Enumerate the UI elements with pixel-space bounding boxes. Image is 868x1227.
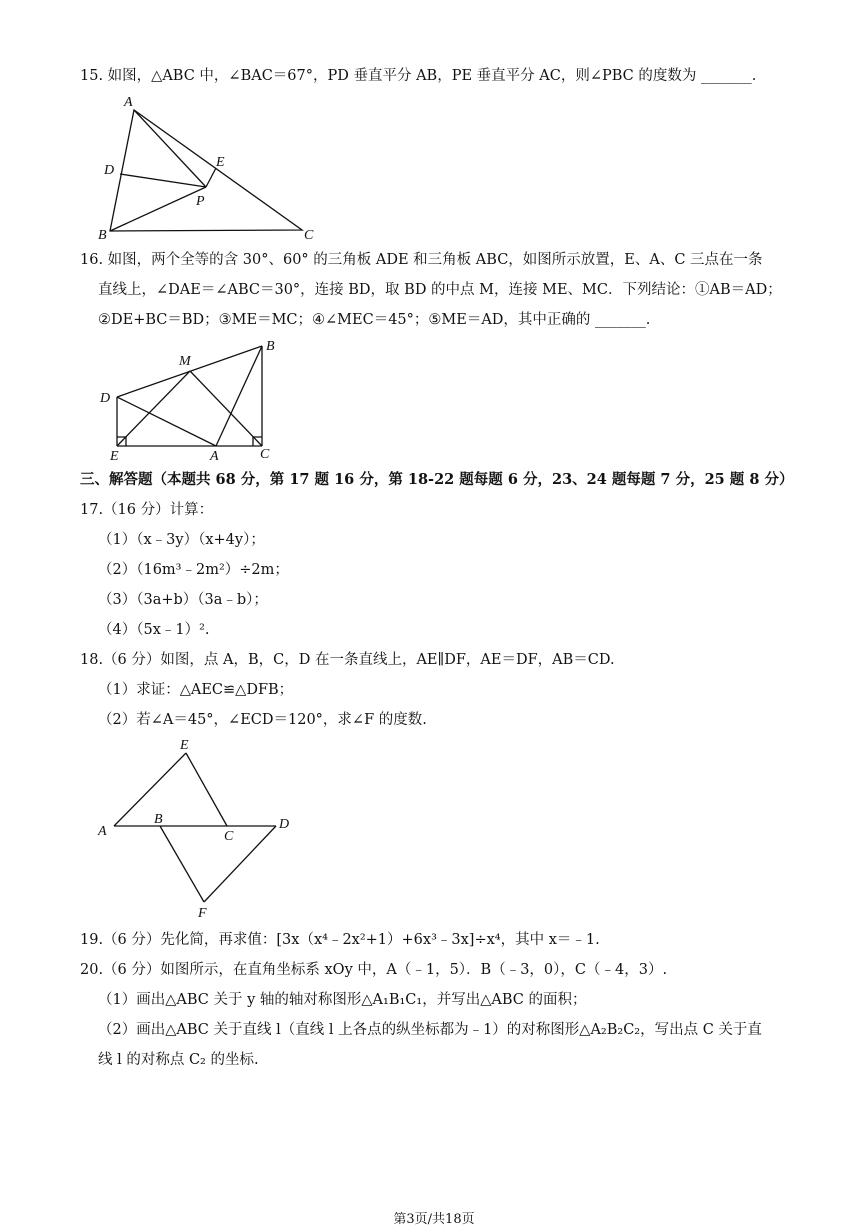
q17-part-2: （2）（16m³﹣2m²）÷2m； — [98, 562, 289, 578]
q15-line-1: 15. 如图，△ABC 中，∠BAC＝67°，PD 垂直平分 AB，PE 垂直平分 AC，则∠PBC 的度数为 _______. — [80, 68, 757, 84]
q17-part-1: （1）（x﹣3y）（x+4y）； — [98, 532, 265, 548]
figure-16-set-squares — [96, 336, 296, 464]
label-m: M — [179, 354, 191, 369]
q20-stem: 20.（6 分）如图所示，在直角坐标系 xOy 中，A（﹣1，5）．B（﹣3，0），C（﹣4，3）. — [80, 962, 668, 978]
label-d: D — [279, 817, 290, 832]
figure-15-triangle — [96, 92, 328, 242]
label-e: E — [216, 155, 225, 170]
segment-me — [117, 371, 190, 446]
label-c: C — [224, 829, 234, 844]
label-c: C — [304, 228, 314, 242]
segment-pd — [120, 174, 206, 187]
q18-part-2: （2）若∠A＝45°，∠ECD＝120°，求∠F 的度数. — [98, 712, 427, 728]
label-a: A — [98, 824, 107, 839]
q17-part-3: （3）（3a+b）（3a﹣b）； — [98, 592, 268, 608]
segment-ec — [186, 753, 227, 826]
label-p: P — [196, 194, 205, 209]
q20-part-2b: 线 l 的对称点 C₂ 的坐标. — [98, 1052, 259, 1068]
page-number: 第3页/共18页 — [393, 1212, 475, 1227]
segment-fb — [160, 826, 204, 902]
q19-stem: 19.（6 分）先化简，再求值：[3x（x⁴﹣2x²+1）+6x³﹣3x]÷x⁴，其中 x＝﹣1. — [80, 932, 600, 948]
label-a: A — [124, 95, 133, 110]
q18-part-1: （1）求证：△AEC≌△DFB； — [98, 682, 294, 698]
q16-line-1: 16. 如图，两个全等的含 30°、60° 的三角板 ADE 和三角板 ABC，如图所示放置，E、A、C 三点在一条 — [80, 252, 763, 268]
label-b: B — [266, 339, 275, 354]
segment-pa — [134, 110, 206, 187]
segment-df — [204, 826, 276, 902]
label-d: D — [100, 391, 111, 406]
label-e: E — [180, 738, 189, 753]
label-e: E — [110, 449, 119, 464]
q18-stem: 18.（6 分）如图，点 A，B，C，D 在一条直线上，AE∥DF，AE＝DF，AB＝CD. — [80, 652, 615, 668]
q16-line-3: ②DE+BC＝BD；③ME＝MC；④∠MEC＝45°；⑤ME＝AD，其中正确的 _______. — [98, 312, 651, 328]
q20-part-2a: （2）画出△ABC 关于直线 l（直线 l 上各点的纵坐标都为﹣1）的对称图形△A₂B₂C₂，写出点 C 关于直 — [98, 1022, 762, 1038]
q17-part-4: （4）（5x﹣1）². — [98, 622, 210, 638]
section-3-title: 三、解答题（本题共 68 分，第 17 题 16 分，第 18-22 题每题 6 分，23、24 题每题 7 分，25 题 8 分） — [80, 471, 794, 488]
segment-pe — [206, 168, 216, 187]
label-b: B — [154, 812, 163, 827]
label-a: A — [210, 449, 219, 464]
segment-pb — [110, 187, 206, 231]
q17-stem: 17.（16 分）计算： — [80, 502, 214, 518]
segment-mc — [190, 371, 262, 446]
label-d: D — [104, 163, 115, 178]
q20-part-1: （1）画出△ABC 关于 y 轴的轴对称图形△A₁B₁C₁，并写出△ABC 的面积； — [98, 992, 587, 1008]
triangle-abc — [110, 110, 302, 231]
side-da — [117, 397, 216, 446]
side-ab — [216, 346, 262, 446]
label-b: B — [98, 228, 107, 242]
label-c: C — [260, 447, 270, 462]
q16-line-2: 直线上，∠DAE＝∠ABC＝30°，连接 BD，取 BD 的中点 M，连接 ME、MC．下列结论：①AB＝AD； — [98, 282, 782, 298]
label-f: F — [198, 906, 207, 921]
segment-ae — [114, 753, 186, 826]
figure-18-triangles — [96, 736, 306, 922]
